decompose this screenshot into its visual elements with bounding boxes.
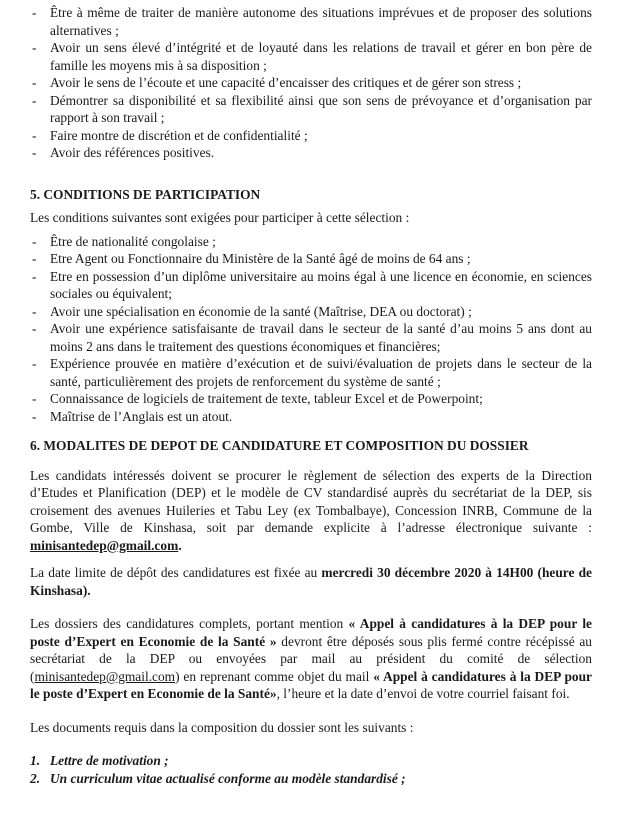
- list-item: - Démontrer sa disponibilité et sa flexibilité ainsi que son sens de prévoyance et d’organisation par rapport à son travail ;: [30, 92, 592, 127]
- list-item: - Faire montre de discrétion et de confidentialité ;: [30, 127, 592, 145]
- list-item: 1. Lettre de motivation ;: [30, 752, 592, 770]
- submission-text-2: devront être déposés sous plis fermé contre récépissé au secrétariat de la DEP ou envoyées par mail au président du comité de sélection (: [30, 633, 593, 684]
- deadline-text: La date limite de dépôt des candidatures est fixée au: [30, 565, 322, 580]
- section-6-paragraph-1: [30, 467, 592, 555]
- submission-mention-1: « Appel à candidatures à la DEP pour le poste d’Expert en Economie de la Santé »: [30, 616, 592, 649]
- list-item: - Connaissance de logiciels de traitement de texte, tableur Excel et de Powerpoint;: [30, 390, 592, 408]
- list-item: - Avoir des références positives.: [30, 144, 592, 162]
- section-5-intro: Les conditions suivantes sont exigées pour participer à cette sélection :: [30, 210, 410, 225]
- submission-text-4: , l’heure et la date d’envoi de votre courriel faisant foi.: [276, 686, 570, 701]
- section-6-submission-paragraph: [30, 615, 592, 703]
- list-item: - Maîtrise de l’Anglais est un atout.: [30, 408, 592, 426]
- list-item: - Avoir une spécialisation en économie de la santé (Maîtrise, DEA ou doctorat) ;: [30, 303, 592, 321]
- documents-intro: Les documents requis dans la composition du dossier sont les suivants :: [30, 719, 414, 735]
- paragraph-text: Les candidats intéressés doivent se procurer le règlement de sélection des experts de la Direction d’Etudes et Planification (DEP) et le modèle de CV standardisé auprès du secrétariat de la DEP, sis croisement des avenues Huileries et Tabu Ley (ex Tombalbaye), Concession INRB, Commune de la Gombe, Ville de Kinshasa, soit par demande explicite à l’adresse électronique suivante :: [30, 467, 592, 535]
- deadline-date: mercredi 30 décembre 2020 à 14H00 (heure de Kinshasa).: [30, 565, 592, 598]
- list-item: - Avoir le sens de l’écoute et une capacité d’encaisser des critiques et de gérer son stress ;: [30, 74, 592, 92]
- section-6-deadline-paragraph: [30, 564, 592, 599]
- submission-mention-2: « Appel à candidatures à la DEP pour le poste d’Expert en Economie de la Santé»: [30, 668, 592, 701]
- list-item: - Être de nationalité congolaise ;: [30, 233, 592, 251]
- documents-list: [30, 752, 592, 787]
- section-6-heading: 6. MODALITES DE DEPOT DE CANDIDATURE ET COMPOSITION DU DOSSIER: [30, 438, 529, 453]
- email-period: .: [178, 537, 182, 553]
- list-item: - Etre Agent ou Fonctionnaire du Ministère de la Santé âgé de moins de 64 ans ;: [30, 250, 592, 268]
- conditions-bullet-list: [30, 233, 592, 426]
- list-item: - Etre en possession d’un diplôme universitaire au moins égal à une licence en économie, en sciences sociales ou équivalent;: [30, 268, 592, 303]
- list-item: - Être à même de traiter de manière autonome des situations imprévues et de proposer des solutions alternatives ;: [30, 4, 592, 39]
- submission-text-3: ) en reprenant comme objet du mail: [175, 668, 374, 684]
- email-link[interactable]: minisantedep@gmail.com: [30, 537, 179, 553]
- submission-text-1: Les dossiers des candidatures complets, portant mention: [30, 616, 349, 631]
- list-item: - Expérience prouvée en matière d’exécution et de suivi/évaluation de projets dans le secteur de la santé, particulièrement des projets de renforcement du système de santé ;: [30, 355, 592, 390]
- list-item: - Avoir une expérience satisfaisante de travail dans le secteur de la santé d’au moins 5 ans dont au moins 2 ans dans le traitement des questions économiques et financières;: [30, 320, 592, 355]
- email-link[interactable]: minisantedep@gmail.com: [34, 668, 176, 684]
- section-5-heading: 5. CONDITIONS DE PARTICIPATION: [30, 186, 261, 202]
- intro-bullet-list: [30, 4, 592, 162]
- list-item: - Avoir un sens élevé d’intégrité et de loyauté dans les relations de travail et gérer en bon père de famille les moyens mis à sa disposition ;: [30, 39, 592, 74]
- list-item: 2. Un curriculum vitae actualisé conforme au modèle standardisé ;: [30, 770, 592, 788]
